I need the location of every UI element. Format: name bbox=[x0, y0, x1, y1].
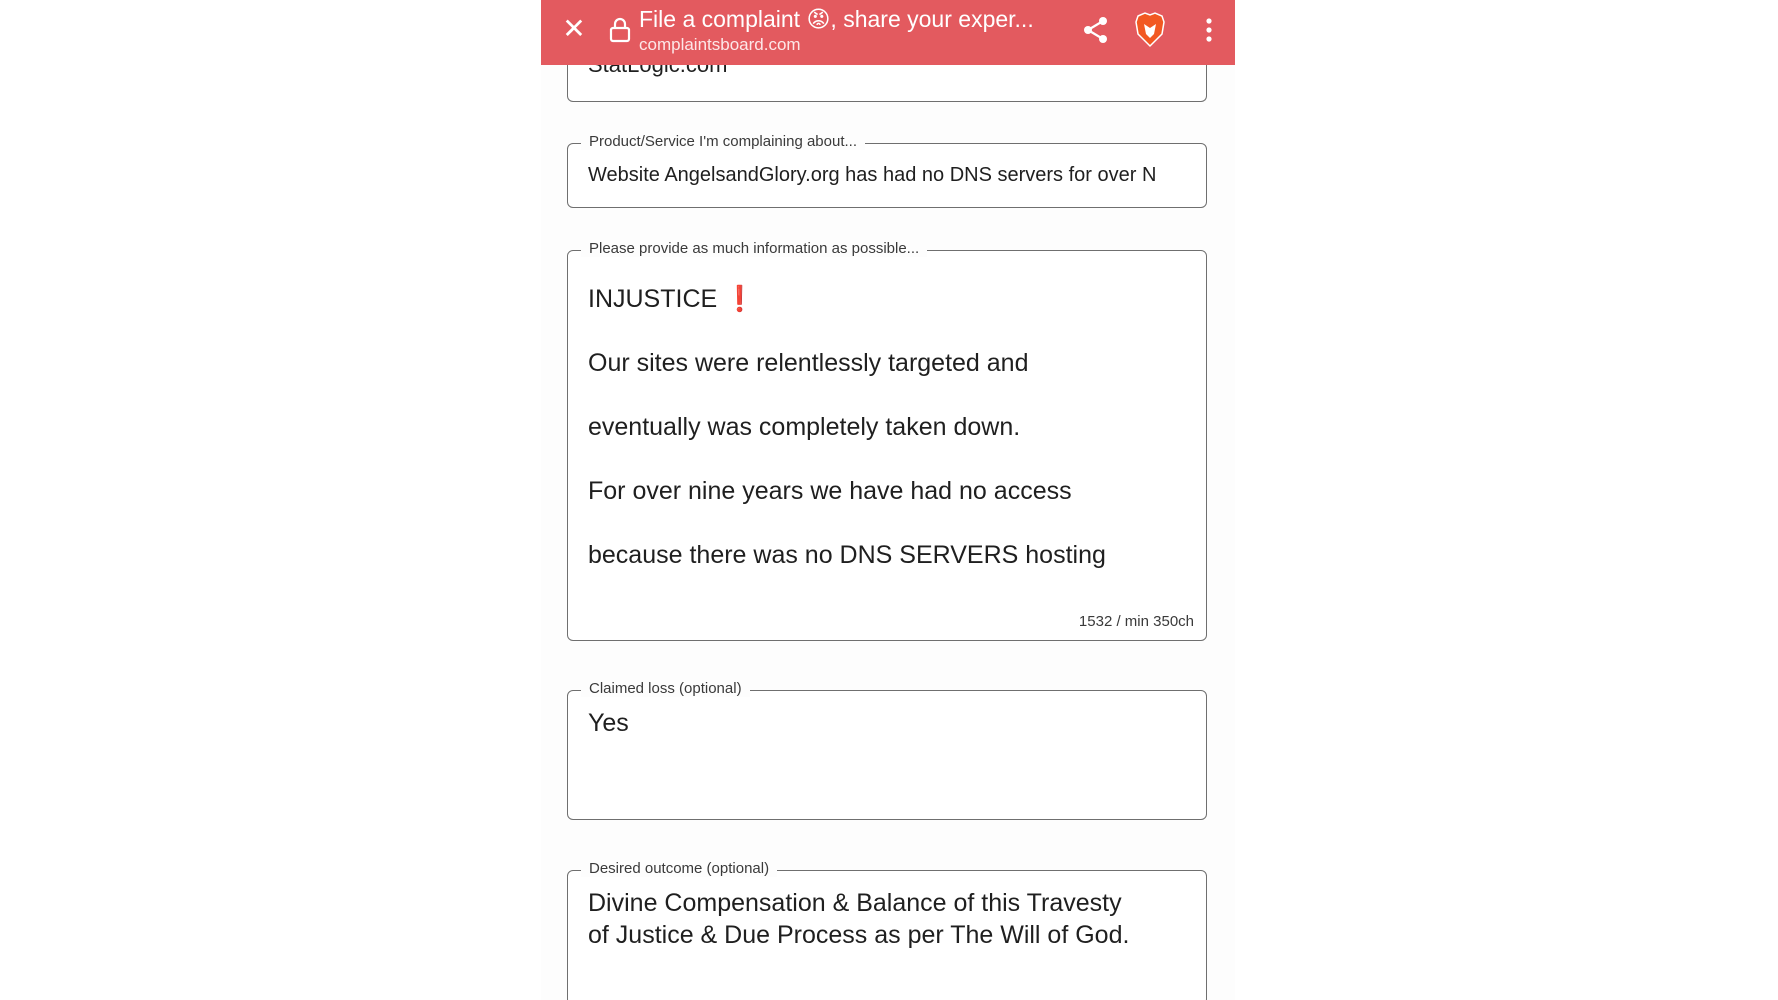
claimed-loss-label: Claimed loss (optional) bbox=[581, 680, 750, 697]
character-counter: 1532 / min 350ch bbox=[1078, 613, 1194, 630]
desired-outcome-field[interactable] bbox=[567, 860, 1207, 1000]
details-field[interactable] bbox=[567, 240, 1207, 641]
claimed-loss-field[interactable] bbox=[567, 680, 1207, 820]
details-line: because there was no DNS SERVERS hosting bbox=[588, 541, 1106, 569]
browser-toolbar bbox=[541, 0, 1235, 65]
details-line: Our sites were relentlessly targeted and bbox=[588, 349, 1029, 377]
product-service-label: Product/Service I'm complaining about... bbox=[581, 133, 865, 150]
brave-lion-icon[interactable] bbox=[1133, 12, 1167, 48]
lock-icon bbox=[609, 17, 631, 43]
outcome-line: Divine Compensation & Balance of this Travesty bbox=[588, 889, 1122, 917]
desired-outcome-input[interactable] bbox=[588, 887, 1188, 951]
close-icon[interactable]: ✕ bbox=[562, 13, 586, 44]
outcome-line: of Justice & Due Process as per The Will of God. bbox=[588, 921, 1130, 949]
desired-outcome-label: Desired outcome (optional) bbox=[581, 860, 777, 877]
page-url[interactable]: complaintsboard.com bbox=[639, 35, 801, 54]
mobile-browser-viewport bbox=[541, 0, 1235, 1000]
product-service-input[interactable]: Website AngelsandGlory.org has had no DNS servers for over N bbox=[588, 164, 1157, 186]
share-icon[interactable] bbox=[1081, 15, 1111, 45]
details-textarea[interactable] bbox=[568, 259, 1206, 600]
details-line: For over nine years we have had no access bbox=[588, 477, 1072, 505]
details-line: INJUSTICE ❗ bbox=[588, 285, 756, 313]
page-title[interactable]: File a complaint 😡, share your exper... bbox=[639, 6, 1034, 32]
claimed-loss-input[interactable]: Yes bbox=[588, 709, 629, 737]
exclamation-icon: ❗ bbox=[724, 285, 756, 313]
more-vertical-icon[interactable] bbox=[1201, 15, 1217, 45]
details-line: eventually was completely taken down. bbox=[588, 413, 1021, 441]
details-label: Please provide as much information as possible... bbox=[581, 240, 927, 257]
product-service-field[interactable] bbox=[567, 133, 1207, 208]
